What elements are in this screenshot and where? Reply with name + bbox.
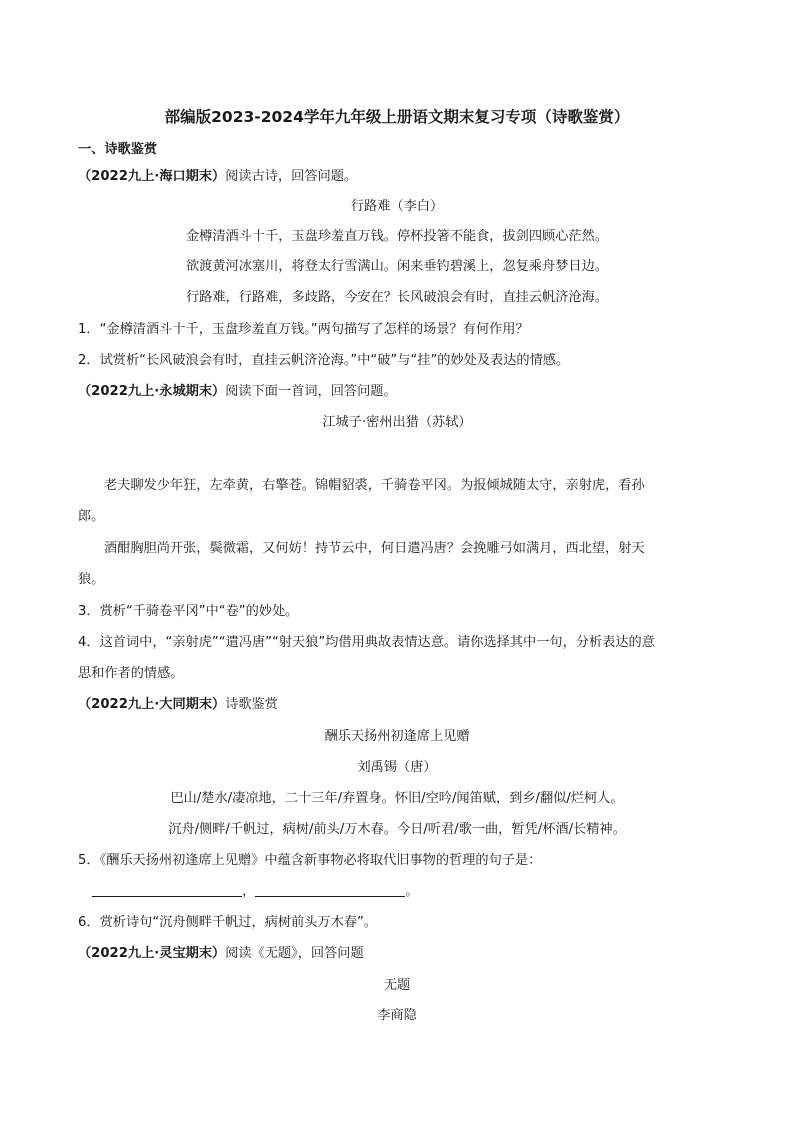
section-heading: 一、诗歌鉴赏 (78, 142, 158, 157)
q3-source: （2022九上·大同期末） (78, 697, 226, 712)
poem1-line: 欲渡黄河冰塞川，将登太行雪满山。闲来垂钓碧溪上，忽复乘舟梦日边。 (186, 259, 608, 274)
answer-blanks (92, 882, 418, 902)
question-2: 2．试赏析“长风破浪会有时，直挂云帆济沧海。”中“破”与“挂”的妙处及表达的情感。 (78, 353, 570, 368)
q3-intro: 诗歌鉴赏 (225, 697, 278, 712)
q1-intro: 阅读古诗，回答问题。 (225, 169, 358, 184)
q4-source-line (78, 944, 364, 964)
blank-end: 。 (405, 884, 419, 899)
poem2-line: 郎。 (78, 509, 105, 524)
poem3-line: 沉舟/侧畔/千帆过，病树/前头/万木春。今日/听君/歌一曲，暂凭/杯酒/长精神。 (168, 822, 626, 837)
poem2-line: 狼。 (78, 572, 105, 587)
blank-separator: ， (242, 884, 256, 899)
question-3: 3．赏析“千骑卷平冈”中“卷”的妙处。 (78, 604, 299, 619)
q3-source-line (78, 695, 278, 715)
q1-source: （2022九上·海口期末） (78, 169, 226, 184)
poem2-title: 江城子·密州出猎（苏轼） (322, 415, 472, 430)
poem1-line: 行路难，行路难，多歧路，今安在？长风破浪会有时，直挂云帆济沧海。 (186, 290, 608, 305)
document-title: 部编版2023-2024学年九年级上册语文期末复习专项（诗歌鉴赏） (164, 108, 630, 126)
poem1-title: 行路难（李白） (350, 199, 444, 214)
q4-intro: 阅读《无题》，回答问题 (225, 946, 364, 961)
question-5: 5．《酬乐天扬州初逢席上见赠》中蕴含新事物必将取代旧事物的哲理的句子是： (78, 853, 542, 868)
q2-source: （2022九上·永城期末） (78, 384, 226, 399)
q4-source: （2022九上·灵宝期末） (78, 946, 226, 961)
poem1-line: 金樽清酒斗十千，玉盘珍羞直万钱。停杯投箸不能食，拔剑四顾心茫然。 (186, 229, 608, 244)
answer-blank[interactable] (255, 882, 405, 897)
poem3-line: 巴山/楚水/凄凉地，二十三年/弃置身。怀旧/空吟/闻笛赋，到乡/翻似/烂柯人。 (170, 791, 624, 806)
poem3-title: 酬乐天扬州初逢席上见赠 (324, 729, 470, 744)
poem2-line: 老夫聊发少年狂，左牵黄，右擎苍。锦帽貂裘，千骑卷平冈。为报倾城随太守，亲射虎，看孙 (104, 478, 645, 493)
answer-blank[interactable] (92, 882, 242, 897)
q2-source-line (78, 382, 397, 402)
q1-source-line (78, 167, 357, 187)
question-1: 1．“金樽清酒斗十千，玉盘珍羞直万钱。”两句描写了怎样的场景？有何作用？ (78, 322, 529, 337)
q2-intro: 阅读下面一首词，回答问题。 (225, 384, 397, 399)
poem2-line: 酒酣胸胆尚开张，鬓微霜，又何妨！持节云中，何日遣冯唐？会挽雕弓如满月，西北望，射天 (104, 541, 645, 556)
question-6: 6．赏析诗句“沉舟侧畔千帆过，病树前头万木春”。 (78, 915, 377, 930)
question-4-cont: 思和作者的情感。 (78, 666, 184, 681)
poem4-author: 李商隐 (377, 1008, 417, 1023)
poem3-author: 刘禹锡（唐） (357, 760, 437, 775)
question-4: 4．这首词中，“亲射虎”“遣冯唐”“射天狼”均借用典故表情达意。请你选择其中一句，分析表达的意 (78, 635, 655, 650)
poem4-title: 无题 (383, 978, 411, 993)
